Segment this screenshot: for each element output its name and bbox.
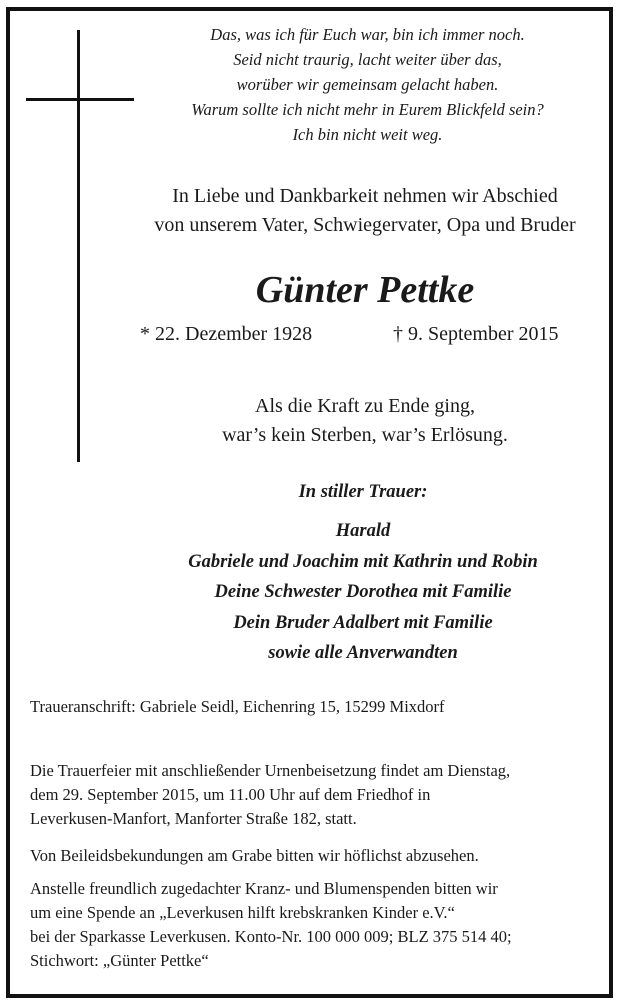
mourner-entry: sowie alle Anverwandten [268, 643, 458, 663]
ceremony-line: Die Trauerfeier mit anschließender Urnenbeisetzung findet am Dienstag, [30, 761, 511, 780]
verse-line: war’s kein Sterben, war’s Erlösung. [222, 424, 508, 446]
donation-info [30, 877, 600, 973]
poem [135, 22, 600, 147]
mourning-address: Traueranschrift: Gabriele Seidl, Eichenring 15, 15299 Mixdorf [30, 697, 445, 716]
ceremony-line: dem 29. September 2015, um 11.00 Uhr auf dem Friedhof in [30, 785, 431, 804]
condolence-note: Von Beileidsbekundungen am Grabe bitten wir höflichst abzusehen. [30, 846, 479, 865]
birth-date: * 22. Dezember 1928 [140, 323, 313, 345]
poem-line: Ich bin nicht weit weg. [292, 125, 443, 144]
donation-line: Stichwort: „Günter Pettke“ [30, 951, 209, 970]
mourner-entry: Gabriele und Joachim mit Kathrin und Robin [188, 551, 538, 572]
deceased-name: Günter Pettke [255, 269, 475, 311]
mourning-heading: In stiller Trauer: [298, 482, 428, 502]
mourners-block [108, 478, 618, 669]
poem-line: Seid nicht traurig, lacht weiter über das, [233, 50, 502, 69]
donation-line: um eine Spende an „Leverkusen hilft krebskranken Kinder e.V.“ [30, 903, 455, 922]
poem-line: Das, was ich für Euch war, bin ich immer noch. [210, 25, 525, 44]
death-date: † 9. September 2015 [393, 323, 559, 345]
mourner-entry: Dein Bruder Adalbert mit Familie [233, 612, 493, 633]
cross-icon-bar [26, 98, 134, 101]
verse [110, 392, 618, 450]
mourner-entry: Deine Schwester Dorothea mit Familie [214, 582, 512, 602]
verse-line: Als die Kraft zu Ende ging, [255, 395, 475, 417]
mourner-entry: Harald [335, 521, 391, 541]
ceremony-line: Leverkusen-Manfort, Manforter Straße 182, statt. [30, 809, 357, 828]
poem-line: Warum sollte ich nicht mehr in Eurem Blickfeld sein? [191, 100, 544, 119]
intro-text [110, 182, 618, 240]
intro-line: In Liebe und Dankbarkeit nehmen wir Abschied [172, 185, 558, 207]
donation-line: bei der Sparkasse Leverkusen. Konto-Nr. 100 000 009; BLZ 375 514 40; [30, 927, 512, 946]
donation-line: Anstelle freundlich zugedachter Kranz- und Blumenspenden bitten wir [30, 879, 498, 898]
ceremony-info [30, 759, 600, 831]
cross-icon [77, 30, 80, 462]
poem-line: worüber wir gemeinsam gelacht haben. [236, 75, 499, 94]
intro-line: von unserem Vater, Schwiegervater, Opa und Bruder [154, 214, 576, 236]
